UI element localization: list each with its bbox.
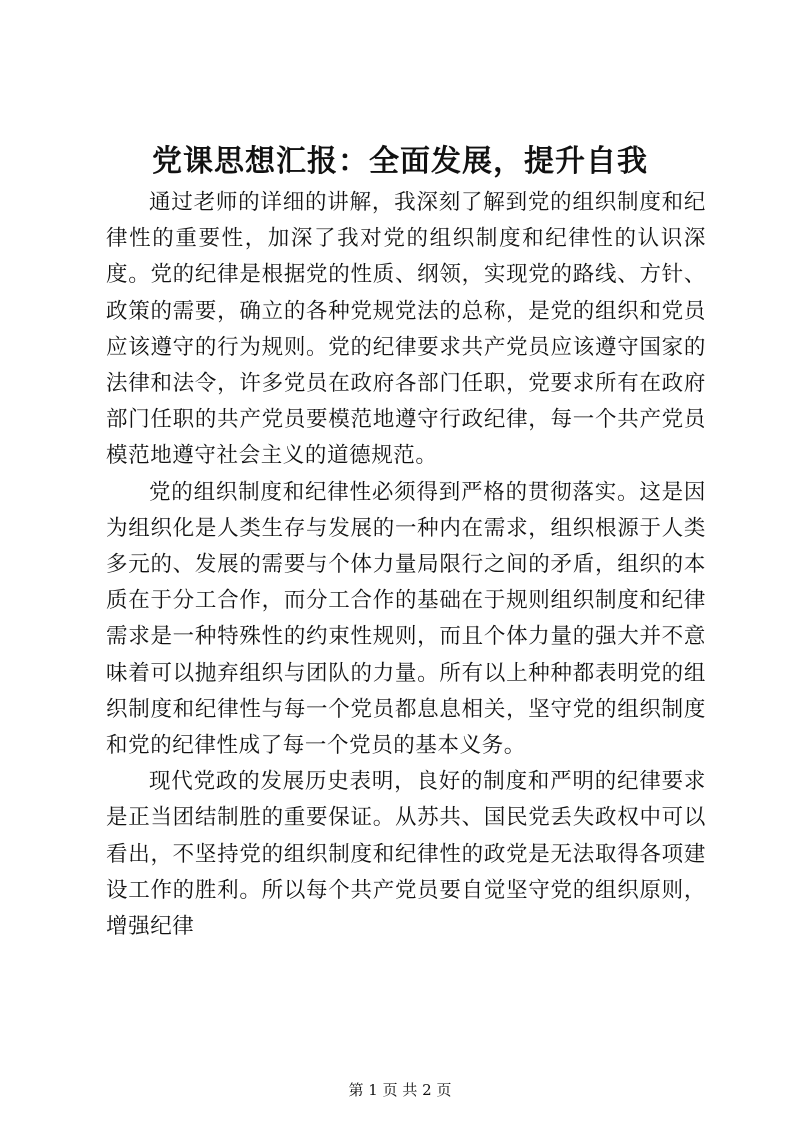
page-footer: 第 1 页 共 2 页 [348, 1081, 452, 1099]
paragraph-3: 现代党政的发展历史表明，良好的制度和严明的纪律要求是正当团结制胜的重要保证。从苏共、国民党丢失政权中可以看出，不坚持党的组织制度和纪律性的政党是无法取得各项建设工作的胜利。所以每个共产党员要自觉坚守党的组织原则，增强纪律 [106, 769, 706, 940]
paragraph-1: 通过老师的详细的讲解，我深刻了解到党的组织制度和纪律性的重要性，加深了我对党的组织制度和纪律性的认识深度。党的纪律是根据党的性质、纲领，实现党的路线、方针、政策的需要，确立的各种党规党法的总称，是党的组织和党员应该遵守的行为规则。党的纪律要求共产党员应该遵守国家的法律和法令，许多党员在政府各部门任职，党要求所有在政府部门任职的共产党员要模范地遵守行政纪律，每一个共产党员模范地遵守社会主义的道德规范。 [106, 190, 706, 469]
document-body [106, 185, 706, 945]
paragraph-2: 党的组织制度和纪律性必须得到严格的贯彻落实。这是因为组织化是人类生存与发展的一种内在需求，组织根源于人类多元的、发展的需要与个体力量局限行之间的矛盾，组织的本质在于分工合作，而分工合作的基础在于规则组织制度和纪律需求是一种特殊性的约束性规则，而且个体力量的强大并不意味着可以抛弃组织与团队的力量。所有以上种种都表明党的组织制度和纪律性与每一个党员都息息相关，坚守党的组织制度和党的纪律性成了每一个党员的基本义务。 [106, 479, 706, 759]
document-title: 党课思想汇报：全面发展，提升自我 [152, 144, 648, 179]
